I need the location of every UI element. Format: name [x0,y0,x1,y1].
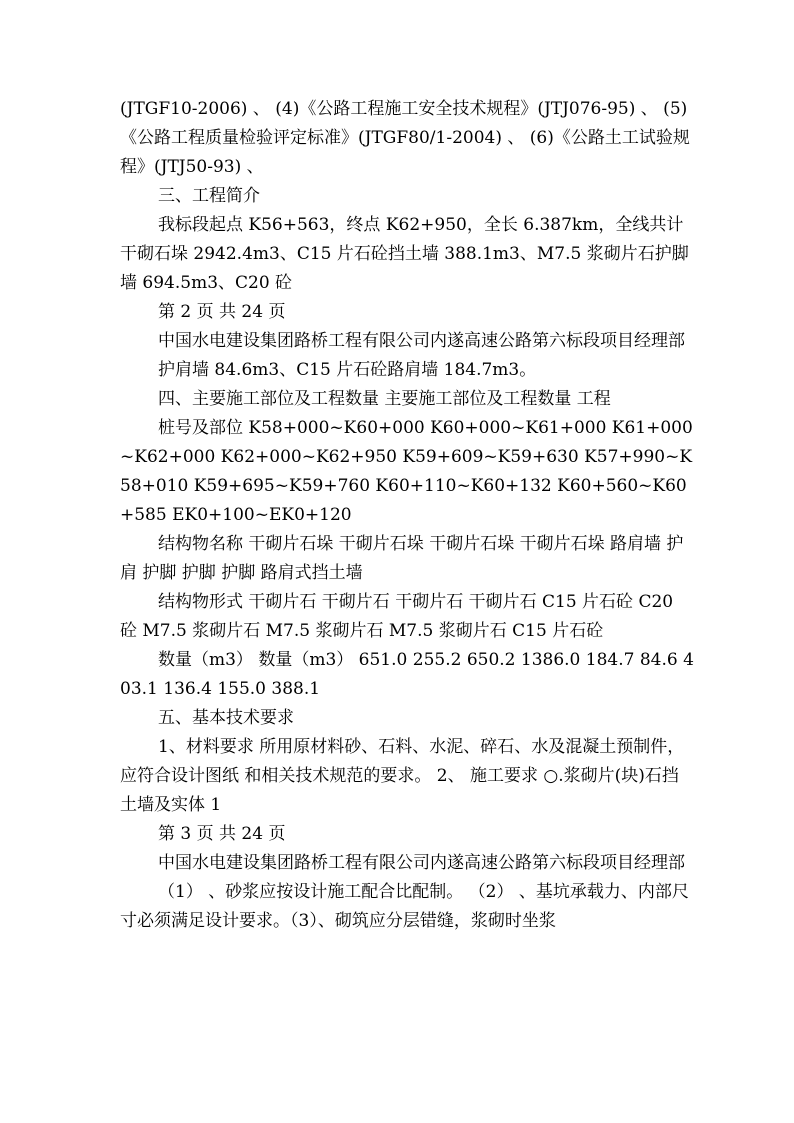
paragraph-quantities: 数量（m3） 数量（m3） 651.0 255.2 650.2 1386.0 184.7 84.6 403.1 136.4 155.0 388.1 [120,650,694,699]
paragraph-material-requirements: 1、材料要求 所用原材料砂、石料、水泥、碎石、水及混凝土预制件，应符合设计图纸 和相关技术规范的要求。 2、 施工要求 ○.浆砌片(块)石挡土墙及实体 1 [120,737,685,815]
heading-project-overview: 三、工程简介 [158,186,260,206]
paragraph-section-scope: 我标段起点 K56+563，终点 K62+950，全长 6.387km，全线共计干砌石垛 2942.4m3、C15 片石砼挡土墙 388.1m3、M7.5 浆砌片石护脚墙 694.5m3、C20 砼 [120,215,689,293]
paragraph-standards-list: (JTGF10-2006) 、 (4)《公路工程施工安全技术规程》(JTJ076-95) 、 (5)《公路工程质量检验评定标准》(JTGF80/1-2004) 、 (6)《公路土工试验规程》(JTJ50-93) 、 [120,99,690,177]
page-number-footer: 第 2 页 共 24 页 [158,302,286,322]
company-header: 中国水电建设集团路桥工程有限公司内遂高速公路第六标段项目经理部 [158,331,685,351]
company-header-2: 中国水电建设集团路桥工程有限公司内遂高速公路第六标段项目经理部 [158,853,685,873]
paragraph-construction-requirements: （1） 、砂浆应按设计施工配合比配制。 （2） 、基坑承载力、内部尺寸必须满足设计要求。（3）、砌筑应分层错缝，浆砌时坐浆 [120,882,689,931]
paragraph-section-scope-cont: 护肩墙 84.6m3、C15 片石砼路肩墙 184.7m3。 [158,360,537,380]
paragraph-structure-types: 结构物形式 干砌片石 干砌片石 干砌片石 干砌片石 C15 片石砼 C20 砼 M7.5 浆砌片石 M7.5 浆砌片石 M7.5 浆砌片石 C15 片石砼 [120,592,679,641]
heading-technical-requirements: 五、基本技术要求 [158,708,294,728]
page-number-footer-2: 第 3 页 共 24 页 [158,824,286,844]
heading-main-works: 四、主要施工部位及工程数量 主要施工部位及工程数量 工程 [158,389,611,409]
document-body [120,95,695,936]
paragraph-stations: 桩号及部位 K58+000~K60+000 K60+000~K61+000 K61+000~K62+000 K62+000~K62+950 K59+609~K59+630 K57+990~K58+010 K59+695~K59+760 K60+110~K60+132 K60+560~K60+585 EK0+100~EK0+120 [120,418,693,525]
paragraph-structure-names: 结构物名称 干砌片石垛 干砌片石垛 干砌片石垛 干砌片石垛 路肩墙 护肩 护脚 护脚 护脚 路肩式挡土墙 [120,534,684,583]
